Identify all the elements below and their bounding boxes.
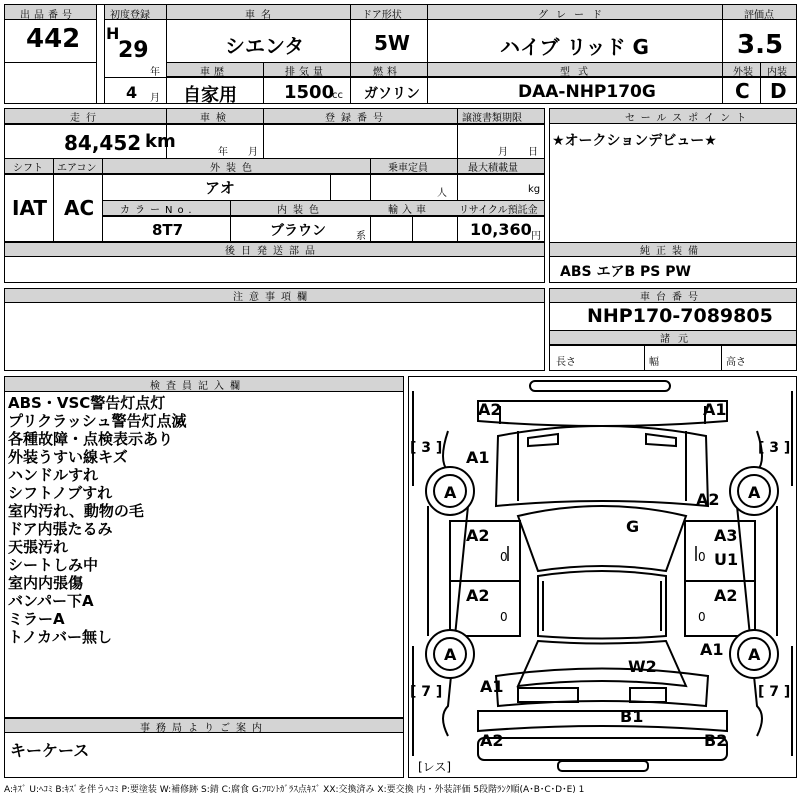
inspector-notes-label: 検査員記入欄 [150, 381, 246, 392]
damage-door-rr: A2 [714, 586, 738, 605]
mileage-label: 走行 [70, 113, 102, 124]
tire-rr-tread: [ 7 ] [758, 684, 791, 700]
inspection-month-unit: 月 [248, 147, 258, 158]
era-label: H [106, 24, 120, 43]
transfer-deadline-label: 譲渡書類期限 [462, 113, 522, 124]
reg-number-label: 登録番号 [325, 113, 389, 124]
interior-color-label: 内装色 [277, 205, 325, 216]
history-value: 自家用 [183, 85, 237, 106]
office-notes-label: 事務局よりご案内 [140, 723, 268, 734]
person-unit: 人 [437, 188, 447, 199]
office-notes-value: キーケース [10, 741, 90, 760]
exterior-grade-value: C [735, 79, 750, 103]
specs-label: 諸元 [660, 334, 696, 345]
inspection-year-unit: 年 [218, 147, 228, 158]
mileage-value: 84,452 [64, 131, 142, 155]
color-no-label: カラーNo. [120, 205, 197, 216]
history-label: 車歴 [200, 67, 228, 78]
recycle-label: リサイクル預託金 [459, 205, 538, 216]
color-no-value: 8T7 [152, 221, 184, 239]
door-type-label: ドア形状 [362, 10, 402, 21]
fuel-label: 燃料 [373, 67, 401, 78]
grade-value: ハイブ リッド G [500, 35, 649, 59]
aircon-value: AC [64, 196, 95, 220]
displacement-value: 1500 [284, 82, 335, 103]
tire-fl-tread: [ 3 ] [410, 440, 443, 456]
cc-unit: cc [332, 90, 343, 101]
exterior-color-value: アオ [205, 179, 235, 197]
grade-label: グレード [538, 10, 610, 21]
inspector-note-item: 天張汚れ [8, 538, 69, 556]
car-name-value: シエンタ [225, 34, 305, 58]
damage-door-fr-2: U1 [714, 550, 739, 569]
fuel-value: ガソリン [364, 86, 420, 102]
sales-point-value: ★オークションデビュー★ [552, 133, 717, 149]
inspector-note-item: 外装うすい線キズ [8, 448, 128, 466]
lot-number-label: 出品番号 [20, 10, 76, 21]
damage-quarter-rr: A1 [700, 640, 724, 659]
transfer-day-unit: 日 [528, 147, 538, 158]
tire-rl-tread: [ 7 ] [410, 684, 443, 700]
damage-fender-fr: A2 [696, 490, 720, 509]
damage-door-rl: A2 [466, 586, 490, 605]
damage-bumper-rr: B2 [704, 731, 728, 750]
damage-wheel-fl: A [444, 483, 457, 502]
shift-label: シフト [13, 163, 43, 174]
chassis-label: 車台番号 [640, 292, 704, 303]
aircon-label: エアコン [57, 163, 97, 174]
lot-number-value: 442 [26, 24, 81, 54]
reg-year-unit: 年 [150, 67, 160, 78]
height-label: 高さ [726, 357, 746, 368]
exterior-label: 外装 [733, 67, 753, 78]
model-code-label: 型式 [560, 67, 596, 78]
displacement-label: 排気量 [285, 67, 327, 78]
inspector-note-item: シートしみ中 [8, 556, 99, 574]
shift-value: IAT [12, 196, 48, 220]
damage-quarter-rl: A1 [480, 677, 504, 696]
inspector-note-item: トノカバー無し [8, 628, 112, 646]
model-code-value: DAA-NHP170G [518, 82, 656, 102]
damage-rear-glass: W2 [628, 657, 657, 676]
kei-unit: 系 [356, 231, 366, 242]
zero-rr: 0 [698, 610, 706, 624]
damage-door-fr: A3 [714, 526, 738, 545]
later-parts-label: 後日発送部品 [225, 246, 321, 257]
transfer-month-unit: 月 [498, 147, 508, 158]
reg-month-value: 4 [126, 83, 138, 102]
inspector-note-item: 室内内張傷 [8, 574, 84, 592]
chassis-value: NHP170-7089805 [587, 305, 773, 327]
damage-fender-fl: A1 [466, 448, 490, 467]
rating-value: 3.5 [737, 30, 784, 60]
damage-front-left: A2 [478, 400, 502, 419]
inspector-note-item: ABS・VSC警告灯点灯 [8, 394, 166, 412]
inspector-notes-list [8, 394, 187, 646]
notes-label: 注意事項欄 [233, 292, 313, 303]
rating-label: 評価点 [744, 10, 774, 21]
damage-door-fl: A2 [466, 526, 490, 545]
length-label: 長さ [556, 357, 576, 368]
interior-color-value: ブラウン [270, 223, 326, 239]
import-label: 輸入車 [388, 205, 430, 216]
inspector-note-item: ハンドルすれ [8, 466, 99, 484]
tire-fr-tread: [ 3 ] [758, 440, 791, 456]
damage-wheel-rr: A [748, 645, 761, 664]
interior-grade-value: D [770, 79, 787, 103]
damage-front-right: A1 [703, 400, 727, 419]
car-diagram [408, 376, 797, 778]
zero-rl: 0 [500, 610, 508, 624]
damage-wheel-fr: A [748, 483, 761, 502]
damage-rear-panel: B1 [620, 707, 644, 726]
inspection-label: 車検 [200, 113, 232, 124]
recycle-value: 10,360 [470, 220, 532, 239]
door-type-value: 5W [374, 31, 410, 55]
kg-unit: kg [528, 184, 541, 195]
genuine-equip-label: 純正装備 [640, 246, 704, 257]
inspector-note-item: ミラーA [8, 610, 65, 628]
inspector-note-item: バンパー下A [8, 592, 94, 610]
inspector-note-item: ドア内張たるみ [8, 520, 113, 538]
reg-month-unit: 月 [150, 93, 160, 104]
damage-windshield: G [626, 517, 640, 536]
interior-label: 内装 [767, 67, 787, 78]
damage-bumper-rl: A2 [480, 731, 504, 750]
width-label: 幅 [649, 357, 659, 368]
car-name-label: 車名 [245, 10, 277, 21]
first-reg-label: 初度登録 [110, 10, 150, 21]
zero-fl: 0 [500, 550, 508, 564]
zero-fr: 0 [698, 550, 706, 564]
legend-text: A:ｷｽﾞ U:ﾍｺﾐ B:ｷｽﾞを伴うﾍｺﾐ P:要塗装 W:補修跡 S:錆 C:腐食 G:ﾌﾛﾝﾄｶﾞﾗｽ点ｷｽﾞ XX:交換済み X:要交換 内・外装評価 5段階ﾗﾝｸ順(A･B･C･D･E) 1 [4, 785, 585, 795]
damage-wheel-rl: A [444, 645, 457, 664]
inspector-note-item: 室内汚れ、動物の毛 [8, 502, 144, 520]
sales-point-label: セールスポイント [625, 113, 753, 124]
genuine-equip-value: ABS エアB PS PW [560, 264, 691, 280]
exterior-color-label: 外装色 [210, 163, 258, 174]
max-load-label: 最大積載量 [468, 163, 518, 174]
inspector-note-item: シフトノブすれ [8, 484, 113, 502]
reg-year-value: 29 [118, 38, 149, 63]
reverse-label: [レス] [418, 760, 452, 774]
capacity-label: 乗車定員 [388, 163, 428, 174]
yen-unit: 円 [531, 231, 541, 242]
km-unit: km [145, 131, 176, 152]
inspector-note-item: 各種故障・点検表示あり [8, 430, 174, 448]
inspector-note-item: プリクラッシュ警告灯点滅 [8, 412, 187, 430]
